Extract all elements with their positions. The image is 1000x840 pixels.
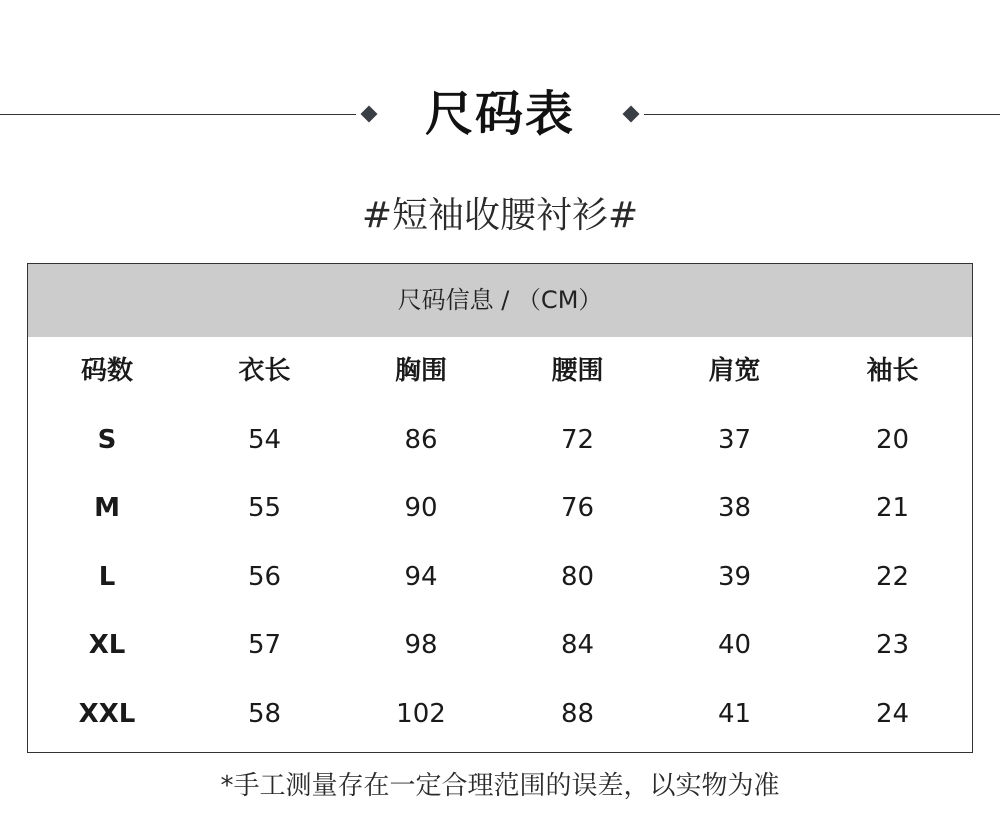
row-xl-size: XL xyxy=(88,630,126,661)
product-subtitle: #短袖收腰衬衫# xyxy=(361,195,639,236)
size-table-header: 尺码信息 / （CM） xyxy=(28,264,972,337)
title-row xyxy=(0,82,1000,146)
row-xxl-length: 58 xyxy=(247,698,282,729)
row-xl-shoulder: 40 xyxy=(717,630,752,661)
row-xl-length: 57 xyxy=(247,630,282,661)
row-m-size: M xyxy=(94,493,120,524)
row-m-shoulder: 38 xyxy=(717,493,752,524)
row-xxl-chest: 102 xyxy=(396,698,446,729)
column-header-length: 衣长 xyxy=(238,356,291,386)
row-s-sleeve: 20 xyxy=(875,424,910,455)
column-header-chest: 胸围 xyxy=(394,356,447,386)
size-grid xyxy=(28,337,972,749)
row-m-chest: 90 xyxy=(404,493,438,524)
row-s-size: S xyxy=(97,424,117,455)
row-xl-waist: 84 xyxy=(560,630,595,661)
row-s-length: 54 xyxy=(247,424,282,455)
column-header-waist: 腰围 xyxy=(551,356,604,386)
row-xxl-sleeve: 24 xyxy=(875,698,910,729)
row-xxl-waist: 88 xyxy=(560,698,595,729)
column-header-size: 码数 xyxy=(80,356,133,386)
row-m-waist: 76 xyxy=(560,493,595,524)
size-table xyxy=(27,263,973,753)
title-divider-left xyxy=(0,114,356,115)
row-xl-sleeve: 23 xyxy=(875,630,910,661)
measurement-disclaimer: *手工测量存在一定合理范围的误差，以实物为准 xyxy=(220,771,780,801)
diamond-left-icon xyxy=(361,106,378,123)
row-l-length: 56 xyxy=(247,561,282,592)
row-l-chest: 94 xyxy=(404,561,438,592)
row-s-waist: 72 xyxy=(560,424,595,455)
row-m-length: 55 xyxy=(247,493,282,524)
row-m-sleeve: 21 xyxy=(875,493,910,524)
diamond-right-icon xyxy=(623,106,640,123)
row-l-size: L xyxy=(98,561,116,592)
row-s-chest: 86 xyxy=(404,424,438,455)
column-header-sleeve: 袖长 xyxy=(866,356,919,386)
page-title: 尺码表 xyxy=(424,86,575,142)
row-xxl-shoulder: 41 xyxy=(717,698,752,729)
row-l-waist: 80 xyxy=(560,561,595,592)
row-s-shoulder: 37 xyxy=(717,424,752,455)
row-l-shoulder: 39 xyxy=(717,561,752,592)
row-xxl-size: XXL xyxy=(78,698,136,729)
title-divider-right xyxy=(644,114,1000,115)
column-header-shoulder: 肩宽 xyxy=(708,356,761,386)
row-l-sleeve: 22 xyxy=(875,561,910,592)
row-xl-chest: 98 xyxy=(404,630,438,661)
